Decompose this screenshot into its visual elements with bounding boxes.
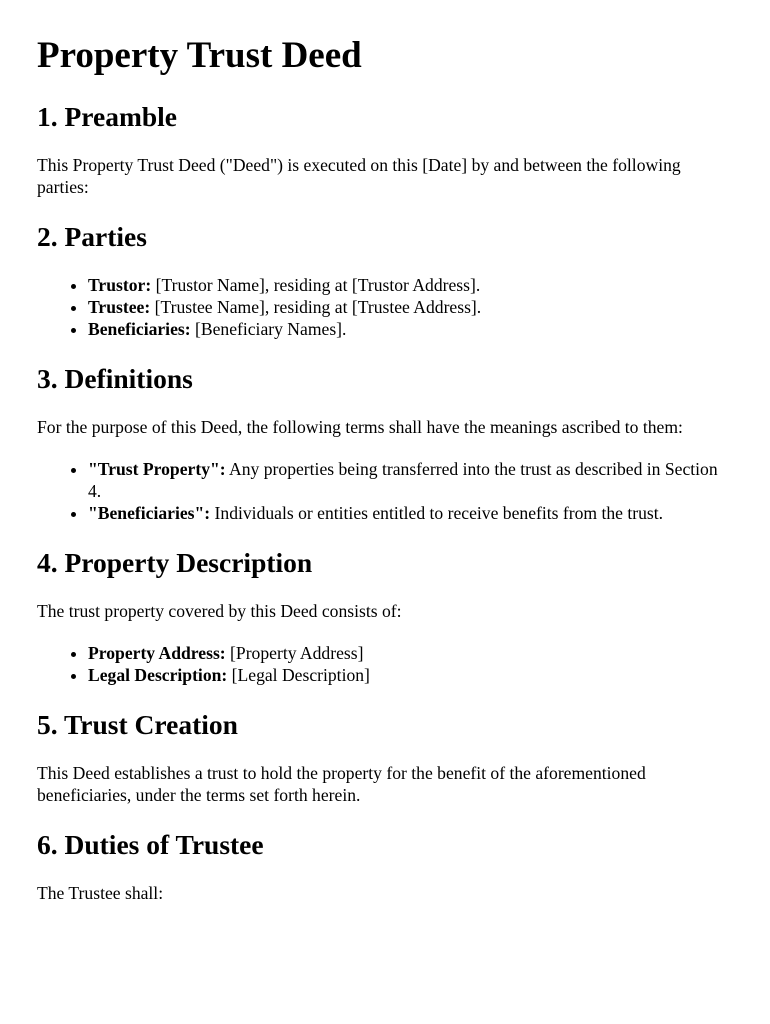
list-item-desc: Any properties being transferred into the trust as described in Section 4. xyxy=(88,459,718,502)
list-item xyxy=(88,642,733,664)
section-trust-creation xyxy=(37,708,733,806)
list-item-desc: [Property Address] xyxy=(225,643,364,664)
section-parties xyxy=(37,220,733,340)
list-item-term: Legal Description: xyxy=(88,665,228,686)
section-property-description xyxy=(37,546,733,686)
list-item-term: Property Address: xyxy=(88,643,226,664)
section-heading: 6. Duties of Trustee xyxy=(37,829,264,861)
list-item-desc: [Legal Description] xyxy=(227,665,370,686)
section-paragraph: This Deed establishes a trust to hold the property for the benefit of the aforementioned beneficiaries, under the terms set forth herein. xyxy=(37,763,646,806)
section-paragraph: The Trustee shall: xyxy=(37,883,164,904)
list-item-term: "Trust Property": xyxy=(88,459,226,480)
section-heading: 2. Parties xyxy=(37,221,147,253)
list-item-desc: [Trustee Name], residing at [Trustee Address]. xyxy=(150,297,482,318)
section-heading: 3. Definitions xyxy=(37,363,193,395)
property-list xyxy=(37,642,733,686)
document-title: Property Trust Deed xyxy=(37,35,362,76)
list-item-desc: [Beneficiary Names]. xyxy=(190,319,347,340)
list-item xyxy=(88,502,733,524)
list-item-term: Trustee: xyxy=(88,297,151,318)
list-item xyxy=(88,458,733,502)
parties-list xyxy=(37,274,733,340)
section-heading: 4. Property Description xyxy=(37,547,313,579)
list-item-desc: [Trustor Name], residing at [Trustor Address]. xyxy=(151,275,481,296)
list-item-desc: Individuals or entities entitled to receive benefits from the trust. xyxy=(210,503,664,524)
section-duties-of-trustee xyxy=(37,828,733,904)
list-item xyxy=(88,664,733,686)
list-item xyxy=(88,274,733,296)
definitions-list xyxy=(37,458,733,524)
section-definitions xyxy=(37,362,733,524)
section-paragraph: The trust property covered by this Deed consists of: xyxy=(37,601,402,622)
section-heading: 1. Preamble xyxy=(37,101,178,133)
section-paragraph: This Property Trust Deed ("Deed") is executed on this [Date] by and between the following parties: xyxy=(37,155,681,198)
list-item-term: Beneficiaries: xyxy=(88,319,191,340)
list-item-term: "Beneficiaries": xyxy=(88,503,211,524)
list-item xyxy=(88,296,733,318)
section-paragraph: For the purpose of this Deed, the following terms shall have the meanings ascribed to them: xyxy=(37,417,683,438)
list-item xyxy=(88,318,733,340)
section-heading: 5. Trust Creation xyxy=(37,709,238,741)
section-preamble xyxy=(37,100,733,198)
list-item-term: Trustor: xyxy=(88,275,152,296)
